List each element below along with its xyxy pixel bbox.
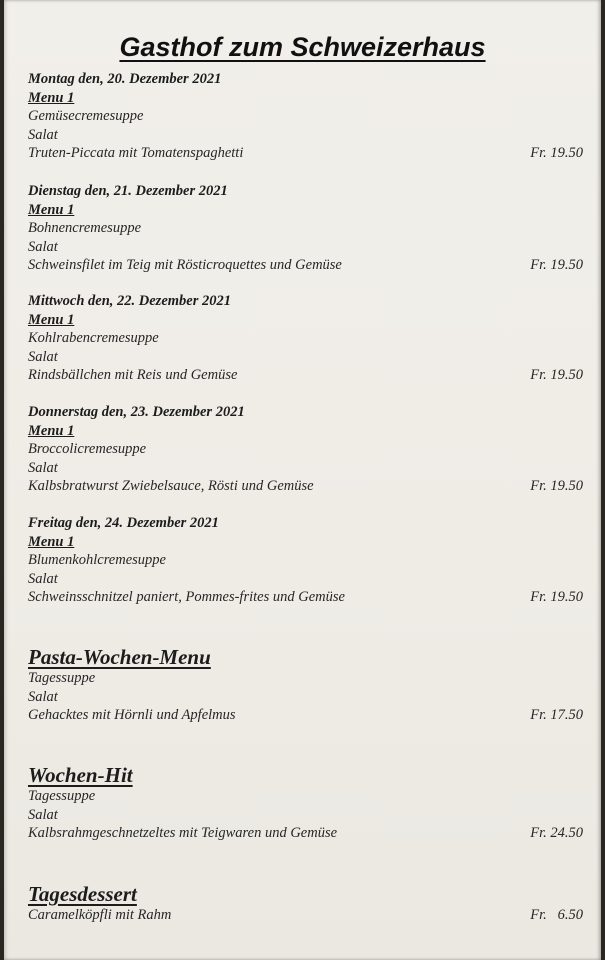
day-date: Montag den, 20. Dezember 2021 — [28, 71, 222, 87]
salad-line: Salat — [28, 570, 58, 587]
menu-label: Menu 1 — [28, 423, 75, 439]
salad-line: Salat — [28, 348, 58, 365]
daily-dessert — [28, 882, 583, 925]
main-dish: Gehacktes mit Hörnli und Apfelmus — [28, 707, 236, 723]
dessert-item: Caramelköpfli mit Rahm — [28, 907, 172, 923]
menu-label: Menu 1 — [28, 312, 75, 328]
soup-line: Tagessuppe — [28, 670, 96, 686]
soup-line: Broccolicremesuppe — [28, 441, 147, 457]
price: Fr. 19.50 — [530, 367, 583, 383]
price: Fr. 24.50 — [530, 825, 583, 841]
salad-line: Salat — [28, 126, 58, 143]
main-dish-line — [28, 824, 583, 843]
price: Fr. 19.50 — [530, 478, 583, 494]
day-menu-wednesday — [28, 292, 583, 385]
salad-line: Salat — [28, 688, 58, 705]
day-date: Dienstag den, 21. Dezember 2021 — [28, 183, 228, 199]
salad-line: Salat — [28, 238, 58, 255]
day-menu-tuesday — [28, 182, 583, 275]
section-title: Tagesdessert — [28, 882, 137, 906]
page-title: Gasthof zum Schweizerhaus — [119, 32, 486, 62]
main-dish: Truten-Piccata mit Tomatenspaghetti — [28, 145, 244, 161]
menu-label: Menu 1 — [28, 534, 75, 550]
soup-line: Blumenkohlcremesuppe — [28, 552, 166, 568]
menu-page — [4, 0, 601, 960]
section-title: Wochen-Hit — [28, 763, 133, 787]
day-date: Mittwoch den, 22. Dezember 2021 — [28, 293, 231, 309]
main-dish: Schweinsfilet im Teig mit Rösticroquettes und Gemüse — [28, 257, 342, 273]
main-dish: Schweinsschnitzel paniert, Pommes-frites und Gemüse — [28, 589, 345, 605]
price: Fr. 19.50 — [530, 145, 583, 161]
main-dish-line — [28, 706, 583, 725]
main-dish: Rindsbällchen mit Reis und Gemüse — [28, 367, 238, 383]
main-dish: Kalbsbratwurst Zwiebelsauce, Rösti und Gemüse — [28, 478, 314, 494]
main-dish: Kalbsrahmgeschnetzeltes mit Teigwaren und Gemüse — [28, 825, 338, 841]
price: Fr. 19.50 — [530, 589, 583, 605]
main-dish-line — [28, 366, 583, 385]
price: Fr. 17.50 — [530, 707, 583, 723]
soup-line: Tagessuppe — [28, 788, 96, 804]
price: Fr. 6.50 — [530, 907, 583, 923]
pasta-week-menu — [28, 645, 583, 725]
main-dish-line — [28, 256, 583, 275]
day-menu-friday — [28, 514, 583, 607]
weekly-hit — [28, 763, 583, 843]
menu-label: Menu 1 — [28, 202, 75, 218]
day-menu-monday — [28, 70, 583, 163]
soup-line: Kohlrabencremesuppe — [28, 330, 159, 346]
day-menu-thursday — [28, 403, 583, 496]
salad-line: Salat — [28, 806, 58, 823]
main-dish-line — [28, 588, 583, 607]
day-date: Donnerstag den, 23. Dezember 2021 — [28, 404, 245, 420]
soup-line: Gemüsecremesuppe — [28, 108, 144, 124]
main-dish-line — [28, 144, 583, 163]
day-date: Freitag den, 24. Dezember 2021 — [28, 515, 219, 531]
menu-label: Menu 1 — [28, 90, 75, 106]
dessert-line — [28, 906, 583, 925]
main-dish-line — [28, 477, 583, 496]
soup-line: Bohnencremesuppe — [28, 220, 142, 236]
salad-line: Salat — [28, 459, 58, 476]
section-title: Pasta-Wochen-Menu — [28, 645, 211, 669]
price: Fr. 19.50 — [530, 257, 583, 273]
